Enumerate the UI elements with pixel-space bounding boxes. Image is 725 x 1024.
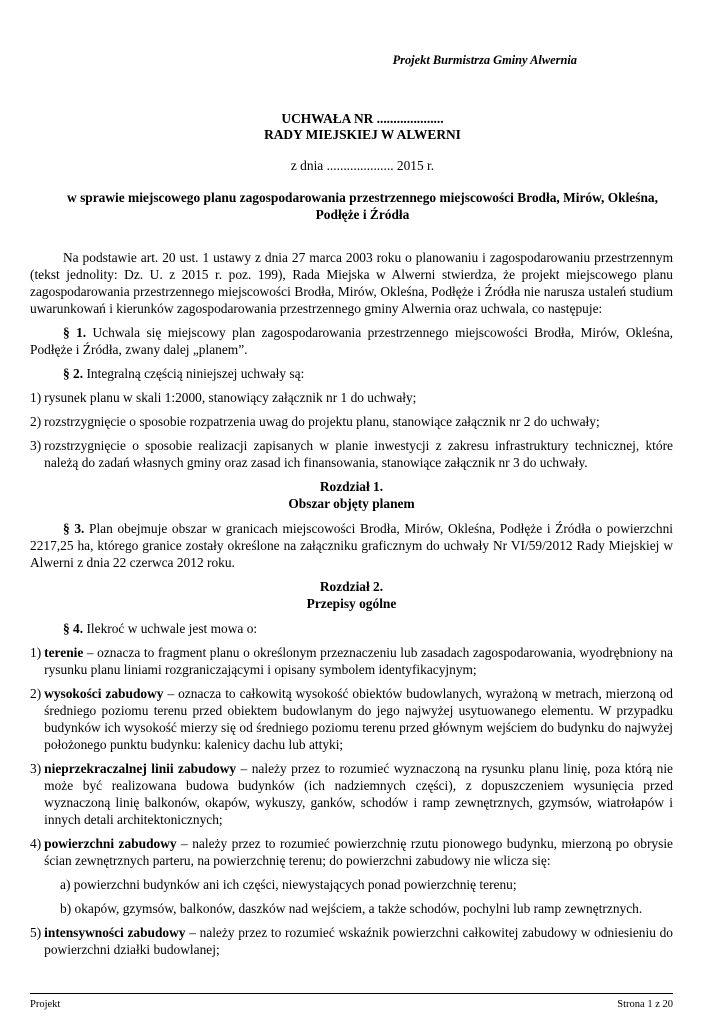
list-number: 1): [30, 390, 42, 405]
list-number: 3): [30, 761, 42, 776]
section-mark: § 4.: [63, 621, 84, 636]
resolution-title: [0, 111, 725, 143]
section-mark: § 3.: [63, 521, 85, 536]
definition-body: – oznacza to fragment planu o określonym przeznaczeniu lub zasadach zagospodarowania, wyodrębniony na rysunku planu liniami rozgraniczającymi i opisany symbolem identyfikacyjnym;: [44, 645, 673, 677]
definition-item: [30, 760, 673, 828]
chapter-2-heading: [30, 578, 673, 612]
defined-term: powierzchni zabudowy: [44, 836, 177, 851]
section-text: Ilekroć w uchwale jest mowa o:: [83, 621, 258, 636]
list-text: rozstrzygnięcie o sposobie realizacji zapisanych w planie inwestycji z zakresu infrastruktury technicznej, które należą do zadań własnych gminy oraz zasad ich finansowania, stanowiące załącznik nr 3 do uchwały.: [44, 438, 673, 470]
definition-text: [44, 644, 673, 678]
list-text: rysunek planu w skali 1:2000, stanowiący załącznik nr 1 do uchwały;: [44, 390, 417, 405]
chapter-number: Rozdział 2.: [319, 579, 384, 594]
section-2: [30, 365, 673, 382]
section-text: Plan obejmuje obszar w granicach miejscowości Brodła, Mirów, Okleśna, Podłęże i Źródła o powierzchni 2217,25 ha, którego granice zostały określone na załączniku graficznym do uchwały Nr VI/59/2012 Rady Miejskiej w Alwerni z dnia 22 czerwca 2012 roku.: [30, 521, 673, 570]
section-mark: § 2.: [63, 366, 84, 381]
footer-label: Projekt: [30, 999, 61, 1010]
definition-body: – należy przez to rozumieć powierzchnię rzutu pionowego budynku, mierzoną po obrysie ścian zewnętrznych parteru, na powierzchnię terenu; do powierzchni zabudowy nie wlicza się:: [44, 836, 674, 868]
list-number: 3): [30, 438, 42, 453]
list-item: [30, 389, 673, 406]
defined-term: wysokości zabudowy: [44, 686, 164, 701]
sub-list-item: a) powierzchni budynków ani ich części, niewystających ponad powierzchnię terenu;: [60, 877, 517, 892]
definition-text: [44, 685, 673, 753]
definition-item: [30, 685, 673, 753]
definition-item: [30, 835, 673, 869]
definition-text: [44, 924, 673, 958]
section-text: Uchwala się miejscowy plan zagospodarowania przestrzennego miejscowości Brodła, Mirów, Okleśna, Podłęże i Źródła, zwany dalej „planem”.: [30, 325, 673, 357]
resolution-subject: w sprawie miejscowego planu zagospodarowania przestrzennego miejscowości Brodła, Mirów, Okleśna, Podłęże i Źródła: [67, 190, 658, 222]
chapter-title: Obszar objęty planem: [288, 496, 415, 511]
chapter-title: Przepisy ogólne: [306, 596, 397, 611]
definition-body: – należy przez to rozumieć wyznaczoną na rysunku planu linię, poza którą nie może być realizowana budowa budynków (ich nadziemnych części), z dopuszczeniem wysunięcia przed wyznaczoną linię balkonów, okapów, wykuszy, ganków, schodów i ramp zewnętrznych, gzymsów, wiatrołapów i innych detali architektonicznych;: [44, 761, 673, 827]
footer-divider: [30, 993, 673, 994]
chapter-1-heading: [30, 478, 673, 512]
list-number: 4): [30, 836, 42, 851]
chapter-number: Rozdział 1.: [319, 479, 384, 494]
list-number: 2): [30, 414, 42, 429]
preamble: Na podstawie art. 20 ust. 1 ustawy z dnia 27 marca 2003 roku o planowaniu i zagospodarowaniu przestrzennym (tekst jednolity: Dz. U. z 2015 r. poz. 199), Rada Miejska w Alwerni stwierdza, że projekt miejscowego planu zagospodarowania przestrzennego miejscowości Brodła, Mirów, Okleśna, Podłęże i Źródła nie narusza ustaleń studium uwarunkowań i kierunków zagospodarowania przestrzennego gminy Alwernia oraz uchwala, co następuje:: [30, 250, 673, 316]
list-number: 1): [30, 645, 42, 660]
page-number: Strona 1 z 20: [617, 999, 673, 1010]
defined-term: terenie: [44, 645, 84, 660]
list-number: 2): [30, 686, 42, 701]
definition-item: [30, 644, 673, 678]
list-text: rozstrzygnięcie o sposobie rozpatrzenia uwag do projektu planu, stanowiące załącznik nr 2 do uchwały;: [44, 414, 600, 429]
section-3: [30, 520, 673, 571]
definition-text: [44, 760, 673, 828]
definition-item: [30, 924, 673, 958]
section-mark: § 1.: [63, 325, 87, 340]
section-4: [30, 620, 673, 637]
list-number: 5): [30, 925, 42, 940]
sub-list-item: b) okapów, gzymsów, balkonów, daszków nad wejściem, a także schodów, pochylni lub ramp zewnętrznych.: [60, 901, 643, 916]
document-body: [30, 249, 673, 965]
header-note: Projekt Burmistrza Gminy Alwernia: [392, 53, 577, 67]
list-item: [30, 413, 673, 430]
definition-text: [44, 835, 673, 869]
defined-term: intensywności zabudowy: [44, 925, 186, 940]
date-line: z dnia .................... 2015 r.: [290, 158, 435, 173]
section-1: [30, 324, 673, 358]
definition-body: – należy przez to rozumieć wskaźnik powierzchni całkowitej zabudowy w odniesieniu do powierzchni działki budowlanej;: [44, 925, 673, 957]
defined-term: nieprzekraczalnej linii zabudowy: [44, 761, 237, 776]
title-line-1: UCHWAŁA NR ....................: [281, 111, 444, 126]
section-text: Integralną częścią niniejszej uchwały są:: [83, 366, 305, 381]
list-item: [30, 437, 673, 471]
definition-body: – oznacza to całkowitą wysokość obiektów budowlanych, wyrażoną w metrach, mierzoną od średniego poziomu terenu przed obiektem budowlanym do jego najwyżej usytuowanego elementu. W przypadku budynków ich wysokość mierzy się od średniego poziomu terenu przed głównym wejściem do budynku do najwyżej położonego punktu budynku: kalenicy dachu lub attyki;: [44, 686, 673, 752]
title-line-2: RADY MIEJSKIEJ W ALWERNI: [264, 127, 461, 142]
